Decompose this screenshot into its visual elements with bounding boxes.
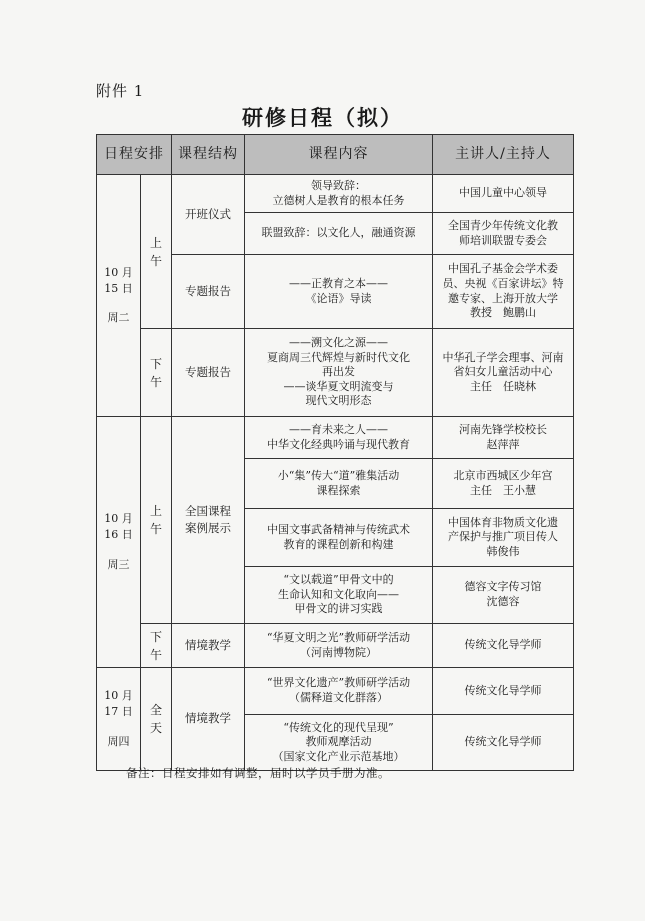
content-cell: 联盟致辞：以文化人，融通资源	[245, 213, 433, 255]
speaker-cell: 中国儿童中心领导	[433, 175, 574, 213]
content-cell: “文以载道”甲骨文中的 生命认知和文化取向—— 甲骨文的讲习实践	[245, 567, 433, 624]
header-structure: 课程结构	[172, 135, 245, 175]
content-cell: “传统文化的现代呈现” 教师观摩活动 （国家文化产业示范基地）	[245, 715, 433, 771]
content-cell: 中国文事武备精神与传统武术 教育的课程创新和构建	[245, 509, 433, 567]
date-cell-oct17: 10 月 17 日 周四	[97, 668, 141, 771]
speaker-cell: 河南先锋学校校长 赵萍萍	[433, 417, 574, 459]
morning-cell: 上 午	[141, 417, 172, 624]
table-row	[97, 175, 574, 213]
content-cell: 小“集”传大“道”雅集活动 课程探索	[245, 459, 433, 509]
table-row	[97, 668, 574, 715]
full-day-cell: 全 天	[141, 668, 172, 771]
speaker-cell: 传统文化导学师	[433, 624, 574, 668]
structure-cell: 专题报告	[172, 255, 245, 329]
table-row	[97, 624, 574, 668]
content-cell: ——育未来之人—— 中华文化经典吟诵与现代教育	[245, 417, 433, 459]
morning-cell: 上 午	[141, 175, 172, 329]
speaker-cell: 中国体育非物质文化遗 产保护与推广项目传人 韩俊伟	[433, 509, 574, 567]
structure-cell: 开班仪式	[172, 175, 245, 255]
structure-cell: 专题报告	[172, 329, 245, 417]
attachment-label: 附件 1	[96, 82, 145, 100]
schedule-table	[96, 134, 574, 771]
header-speaker: 主讲人/主持人	[433, 135, 574, 175]
content-cell: “华夏文明之光”教师研学活动 （河南博物院）	[245, 624, 433, 668]
speaker-cell: 德容文字传习馆 沈德容	[433, 567, 574, 624]
afternoon-cell: 下 午	[141, 624, 172, 668]
table-row	[97, 329, 574, 417]
content-cell: 领导致辞： 立德树人是教育的根本任务	[245, 175, 433, 213]
footnote: 备注：日程安排如有调整，届时以学员手册为准。	[126, 766, 390, 780]
date-cell-oct16: 10 月 16 日 周三	[97, 417, 141, 668]
speaker-cell: 传统文化导学师	[433, 715, 574, 771]
structure-cell: 全国课程 案例展示	[172, 417, 245, 624]
content-cell: ——溯文化之源—— 夏商周三代辉煌与新时代文化 再出发 ——谈华夏文明流变与 现代文明形态	[245, 329, 433, 417]
afternoon-cell: 下 午	[141, 329, 172, 417]
structure-cell: 情境教学	[172, 624, 245, 668]
header-schedule: 日程安排	[97, 135, 172, 175]
speaker-cell: 全国青少年传统文化教 师培训联盟专委会	[433, 213, 574, 255]
table-row	[97, 417, 574, 459]
table-header-row	[97, 135, 574, 175]
page-title: 研修日程（拟）	[242, 105, 403, 130]
speaker-cell: 中国孔子基金会学术委 员、央视《百家讲坛》特 邀专家、上海开放大学 教授 鲍鹏山	[433, 255, 574, 329]
header-content: 课程内容	[245, 135, 433, 175]
date-cell-oct15: 10 月 15 日 周二	[97, 175, 141, 417]
structure-cell: 情境教学	[172, 668, 245, 771]
speaker-cell: 传统文化导学师	[433, 668, 574, 715]
speaker-cell: 北京市西城区少年宫 主任 王小慧	[433, 459, 574, 509]
speaker-cell: 中华孔子学会理事、河南 省妇女儿童活动中心 主任 任晓林	[433, 329, 574, 417]
content-cell: “世界文化遗产”教师研学活动 （儒释道文化群落）	[245, 668, 433, 715]
content-cell: ——正教育之本—— 《论语》导读	[245, 255, 433, 329]
